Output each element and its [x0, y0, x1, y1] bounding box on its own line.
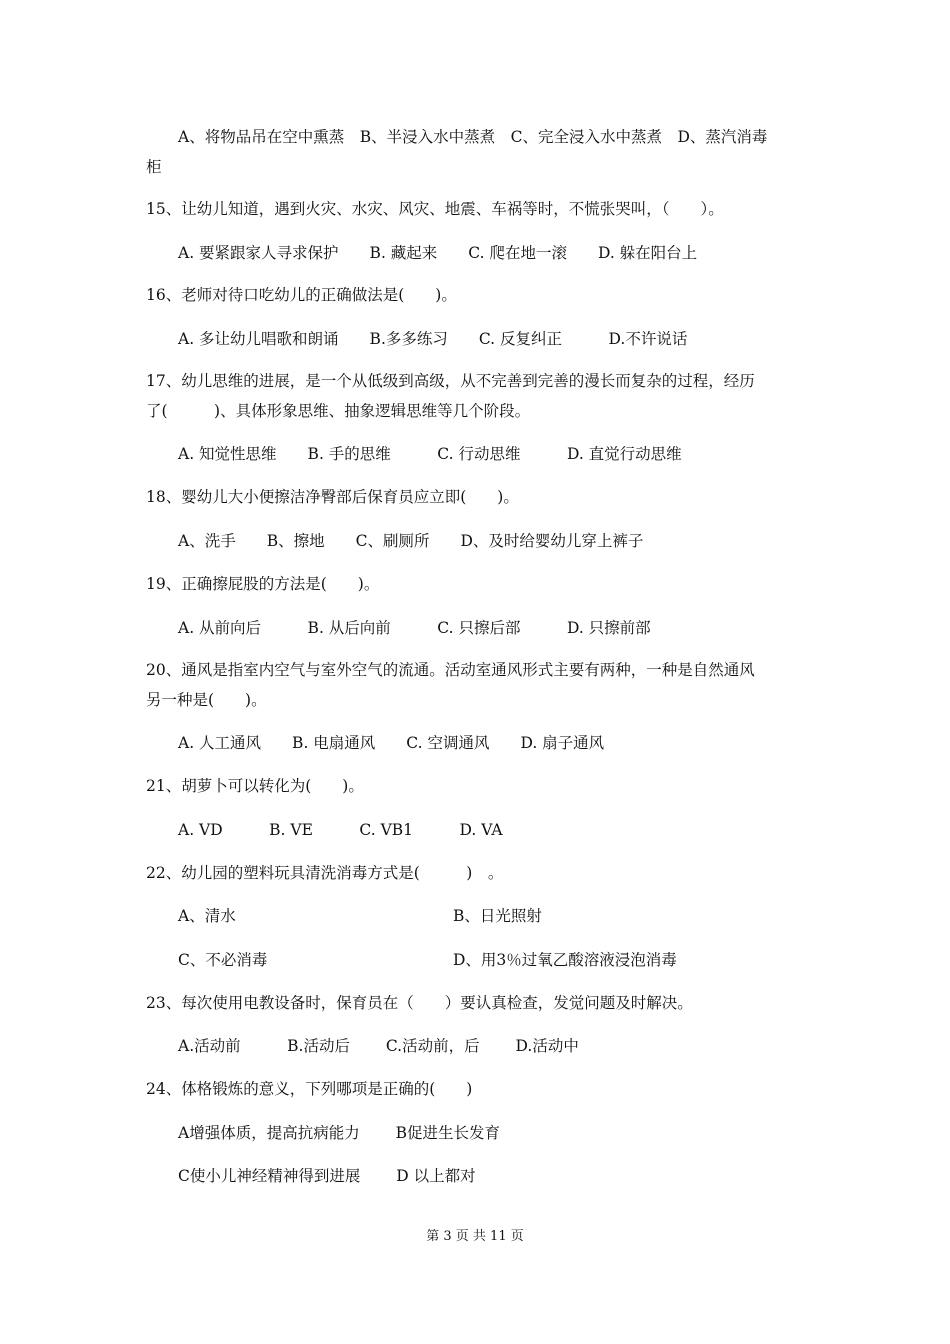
- q22-option-c: C、不必消毒: [178, 951, 268, 969]
- page-number-footer: 第 3 页 共 11 页: [426, 1229, 524, 1244]
- question-23: 23、每次使用电教设备时，保育员在（ ）要认真检查，发觉问题及时解决。: [146, 994, 693, 1012]
- question-19: 19、正确擦屁股的方法是( )。: [146, 575, 380, 593]
- question-20-line2: 另一种是( )。: [146, 691, 267, 709]
- q15-options: A. 要紧跟家人寻求保护 B. 藏起来 C. 爬在地一滚 D. 躲在阳台上: [178, 244, 698, 262]
- q22-option-a: A、清水: [178, 907, 236, 925]
- question-17-line1: 17、幼儿思维的进展，是一个从低级到高级，从不完善到完善的漫长而复杂的过程，经历: [146, 372, 755, 390]
- q24-options-line1: A增强体质，提高抗病能力 B促进生长发育: [178, 1124, 501, 1142]
- q20-options: A. 人工通风 B. 电扇通风 C. 空调通风 D. 扇子通风: [178, 734, 605, 752]
- q23-options: A.活动前 B.活动后 C.活动前，后 D.活动中: [178, 1037, 579, 1055]
- question-15: 15、让幼儿知道，遇到火灾、水灾、风灾、地震、车祸等时，不慌张哭叫，（ ）。: [146, 200, 724, 218]
- q22-option-d: D、用3％过氧乙酸溶液浸泡消毒: [453, 951, 677, 969]
- question-16: 16、老师对待口吃幼儿的正确做法是( )。: [146, 286, 457, 304]
- q21-options: A. VD B. VE C. VB1 D. VA: [178, 821, 503, 839]
- question-22: 22、幼儿园的塑料玩具清洗消毒方式是( ) 。: [146, 864, 504, 882]
- question-24: 24、体格锻炼的意义，下列哪项是正确的( ): [146, 1080, 473, 1098]
- q14-options-line1: A、将物品吊在空中熏蒸 B、半浸入水中蒸煮 C、完全浸入水中蒸煮 D、蒸汽消毒: [178, 128, 768, 146]
- q22-option-b: B、日光照射: [453, 907, 542, 925]
- q18-options: A、洗手 B、擦地 C、刷厕所 D、及时给婴幼儿穿上裤子: [178, 532, 644, 550]
- q16-options: A. 多让幼儿唱歌和朗诵 B.多多练习 C. 反复纠正 D.不许说话: [178, 330, 688, 348]
- question-21: 21、胡萝卜可以转化为( )。: [146, 777, 364, 795]
- q19-options: A. 从前向后 B. 从后向前 C. 只擦后部 D. 只擦前部: [178, 619, 651, 637]
- q14-options-line2: 柜: [146, 158, 162, 176]
- question-18: 18、婴幼儿大小便擦洁净臀部后保育员应立即( )。: [146, 488, 519, 506]
- question-17-line2: 了( )、具体形象思维、抽象逻辑思维等几个阶段。: [146, 402, 531, 420]
- question-20-line1: 20、通风是指室内空气与室外空气的流通。活动室通风形式主要有两种，一种是自然通风: [146, 661, 755, 679]
- q17-options: A. 知觉性思维 B. 手的思维 C. 行动思维 D. 直觉行动思维: [178, 445, 682, 463]
- q24-options-line2: C使小儿神经精神得到进展 D 以上都对: [178, 1167, 476, 1185]
